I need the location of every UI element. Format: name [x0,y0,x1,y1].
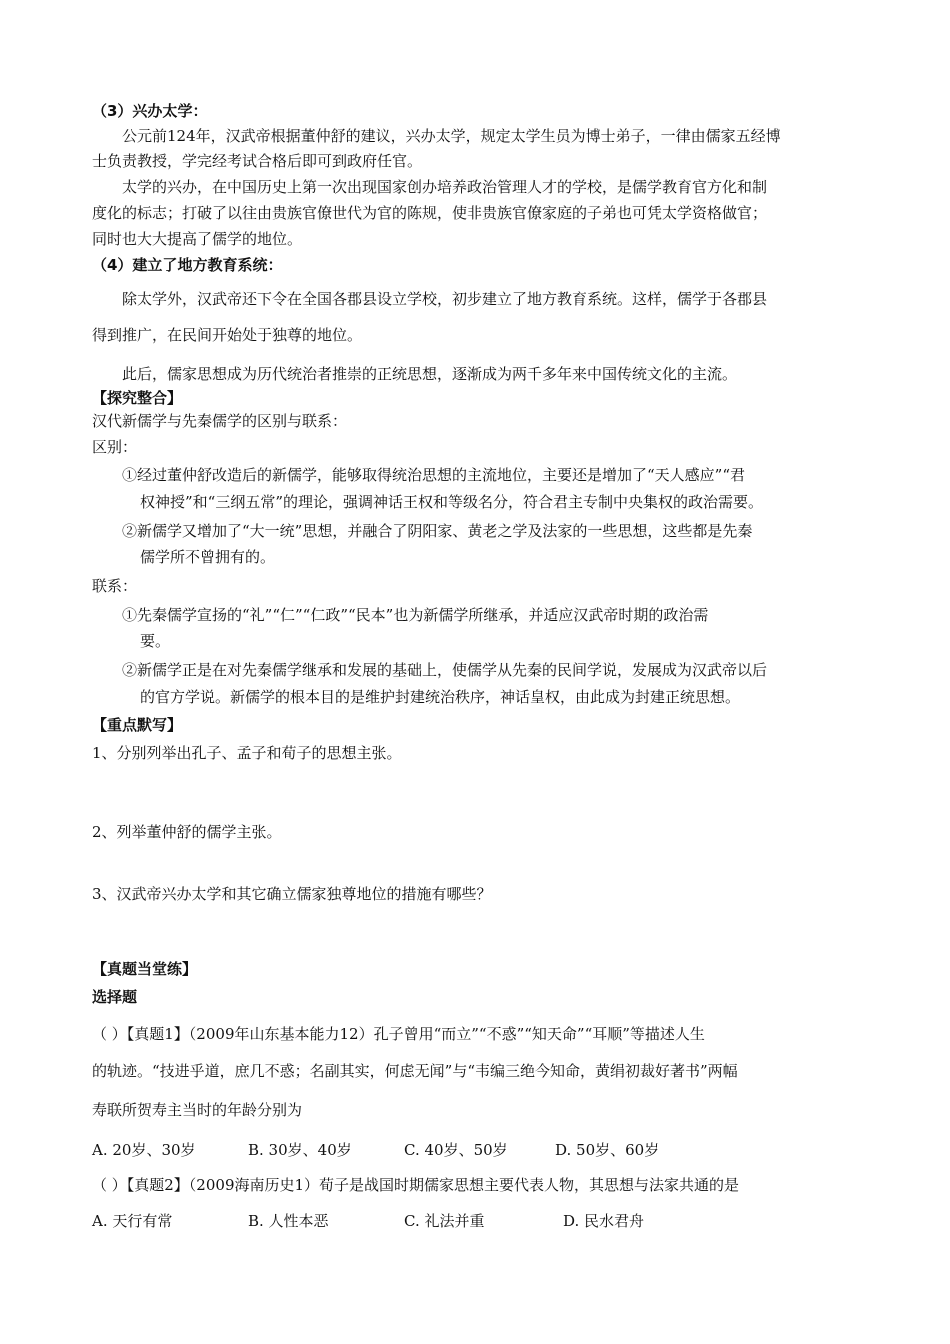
explore-diff1-line2: 权神授”和“三纲五常”的理论，强调神话王权和等级名分，符合君主专制中央集权的政治需要。 [140,493,764,511]
explore-link-label: 联系： [92,577,138,595]
section4-p2-line1: 此后，儒家思想成为历代统治者推崇的正统思想，逐渐成为两千多年来中国传统文化的主流。 [122,365,738,383]
explore-question: 汉代新儒学与先秦儒学的区别与联系： [92,412,348,430]
explore-title: 【探究整合】 [92,389,183,407]
question1-option-b: B. 30岁、40岁 [248,1141,352,1159]
question1-line3: 寿联所贺寿主当时的年龄分别为 [92,1101,303,1119]
question1-line1: （ ）【真题1】（2009年山东基本能力12）孔子曾用“而立”“不惑”“知天命”“耳顺”等描述人生 [92,1025,705,1043]
section3-p2-line3: 同时也大大提高了儒学的地位。 [92,230,303,248]
section3-p2-line1: 太学的兴办，在中国历史上第一次出现国家创办培养政治管理人才的学校，是儒学教育官方化和制 [122,178,768,196]
section4-p1-line1: 除太学外，汉武帝还下令在全国各郡县设立学校，初步建立了地方教育系统。这样，儒学于各郡县 [122,290,768,308]
question2-option-a: A. 天行有常 [92,1212,173,1230]
dictation-q2: 2、列举董仲舒的儒学主张。 [92,823,282,841]
explore-link1-line1: ①先秦儒学宣扬的“礼”“仁”“仁政”“民本”也为新儒学所继承，并适应汉武帝时期的政治需 [122,606,709,624]
explore-diff2-line1: ②新儒学又增加了“大一统”思想，并融合了阴阳家、黄老之学及法家的一些思想，这些都是先秦 [122,522,753,540]
explore-link2-line1: ②新儒学正是在对先秦儒学继承和发展的基础上，使儒学从先秦的民间学说，发展成为汉武帝以后 [122,661,768,679]
section4-title: （4）建立了地方教育系统： [92,256,283,274]
question2-option-b: B. 人性本恶 [248,1212,329,1230]
question1-option-d: D. 50岁、60岁 [555,1141,660,1159]
explore-diff2-line2: 儒学所不曾拥有的。 [140,548,276,566]
section3-p1-line1: 公元前124年，汉武帝根据董仲舒的建议，兴办太学，规定太学生员为博士弟子，一律由儒家五经博 [122,127,781,145]
section3-p1-line2: 士负责教授，学完经考试合格后即可到政府任官。 [92,152,423,170]
explore-diff-label: 区别： [92,438,138,456]
question1-line2: 的轨迹。“技进乎道，庶几不惑；名副其实，何虑无闻”与“韦编三绝今知命，黄绢初裁好著书”两幅 [92,1062,738,1080]
section3-title: （3）兴办太学： [92,102,208,120]
question1-option-c: C. 40岁、50岁 [404,1141,508,1159]
question2-option-d: D. 民水君舟 [563,1212,645,1230]
section3-p2-line2: 度化的标志；打破了以往由贵族官僚世代为官的陈规，使非贵族官僚家庭的子弟也可凭太学资格做官； [92,204,768,222]
practice-title: 【真题当堂练】 [92,960,198,978]
question2-option-c: C. 礼法并重 [404,1212,485,1230]
dictation-q1: 1、分别列举出孔子、孟子和荀子的思想主张。 [92,744,402,762]
explore-link2-line2: 的官方学说。新儒学的根本目的是维护封建统治秩序，神话皇权，由此成为封建正统思想。 [140,688,741,706]
question1-option-a: A. 20岁、30岁 [92,1141,196,1159]
dictation-title: 【重点默写】 [92,716,183,734]
question2-line1: （ ）【真题2】（2009海南历史1）荀子是战国时期儒家思想主要代表人物，其思想与法家共通的是 [92,1176,740,1194]
section4-p1-line2: 得到推广，在民间开始处于独尊的地位。 [92,326,363,344]
dictation-q3: 3、汉武帝兴办太学和其它确立儒家独尊地位的措施有哪些？ [92,885,492,903]
explore-diff1-line1: ①经过董仲舒改造后的新儒学，能够取得统治思想的主流地位，主要还是增加了“天人感应”“君 [122,466,746,484]
practice-subtitle: 选择题 [92,988,138,1006]
explore-link1-line2: 要。 [140,632,171,650]
